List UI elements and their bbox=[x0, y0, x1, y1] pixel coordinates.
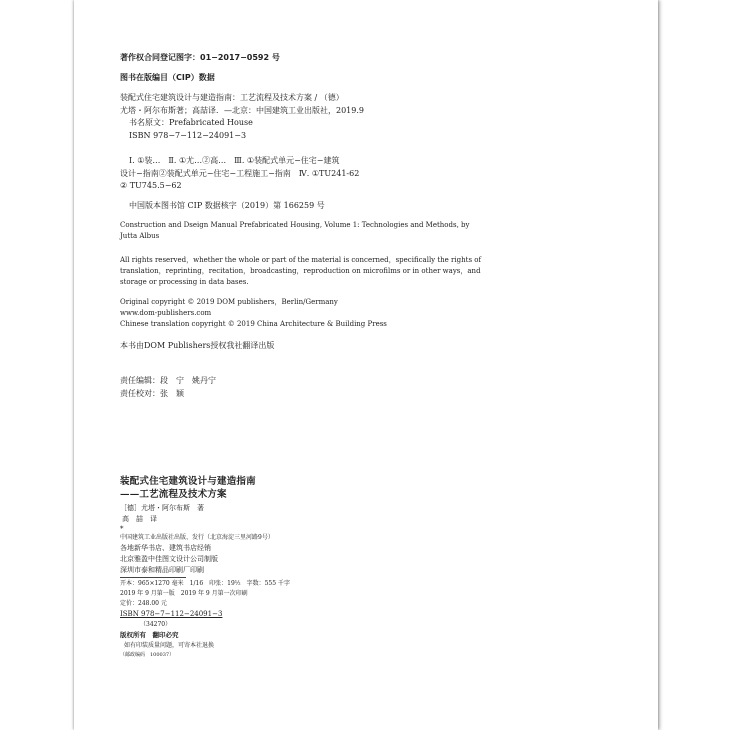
copyright-page bbox=[74, 0, 658, 730]
printer-line: 深圳市泰和精品印刷厂印刷 bbox=[120, 566, 204, 574]
cip-line: ISBN 978−7−112−24091−3 bbox=[129, 130, 247, 140]
distributor-line: 各地新华书店、建筑书店经销 bbox=[120, 544, 211, 552]
cip-heading: 图书在版编目（CIP）数据 bbox=[120, 72, 215, 82]
colophon-block bbox=[120, 475, 640, 660]
rights-line: All rights reserved，whether the whole or part of the material is concerned，specifically the rights of bbox=[120, 256, 482, 264]
typesetter-line: 北京雅盈中佳图文设计公司制版 bbox=[120, 555, 218, 563]
rights-reserved-cn: 版权所有 翻印必究 bbox=[120, 631, 179, 639]
book-author: ［德］尤塔・阿尔布斯 著 bbox=[120, 504, 204, 512]
cip-line: 装配式住宅建筑设计与建造指南：工艺流程及技术方案 / （德） bbox=[120, 93, 344, 102]
english-title-line: Jutta Albus bbox=[120, 232, 160, 240]
book-code: （34270） bbox=[140, 621, 172, 628]
cip-class-line: ② TU745.5−62 bbox=[120, 181, 182, 190]
rights-line: translation，reprinting，recitation，broadcasting，reproduction on microfilms or in other ways，and bbox=[120, 267, 481, 275]
cip-class-line: 设计−指南②装配式单元−住宅−工程施工−指南 Ⅳ. ①TU241-62 bbox=[120, 168, 360, 178]
separator-star: * bbox=[120, 525, 124, 533]
rights-line: storage or processing in data bases. bbox=[120, 278, 249, 286]
original-copyright bbox=[120, 297, 640, 330]
cip-core-number: 中国版本图书馆 CIP 数据核字（2019）第 166259 号 bbox=[129, 200, 325, 210]
divider-rule bbox=[120, 577, 186, 578]
cip-block bbox=[120, 92, 640, 212]
english-block bbox=[120, 220, 640, 330]
cip-line: 尤塔・阿尔布斯著；高喆译．—北京：中国建筑工业出版社，2019.9 bbox=[120, 105, 364, 115]
quality-note: 如有印装质量问题，可寄本社退换 bbox=[124, 642, 215, 649]
postal-code: （邮政编码 100037） bbox=[120, 652, 175, 658]
price: 定价：248.00 元 bbox=[120, 600, 167, 607]
english-title-line: Construction and Dseign Manual Prefabricated Housing, Volume 1: Technologies and Methods, by bbox=[120, 221, 470, 229]
cip-line: 书名原文：Prefabricated House bbox=[129, 118, 253, 127]
publisher-line: 中国建筑工业出版社出版、发行（北京海淀三里河路9号） bbox=[120, 534, 274, 541]
isbn: ISBN 978−7−112−24091−3 bbox=[120, 610, 223, 618]
editors-block bbox=[120, 375, 640, 400]
copyright-url: www.dom-publishers.com bbox=[120, 309, 212, 317]
rights-paragraph bbox=[120, 255, 640, 288]
responsible-editor: 责任编辑：段 宁 姚丹宁 bbox=[120, 376, 216, 385]
responsible-proofreader: 责任校对：张 颖 bbox=[120, 388, 184, 398]
authorization-text: 本书由DOM Publishers授权我社翻译出版 bbox=[120, 341, 275, 350]
cip-class-line: Ⅰ. ①装… Ⅱ. ①尤…②高… Ⅲ. ①装配式单元−住宅−建筑 bbox=[129, 156, 340, 165]
copyright-header bbox=[120, 52, 640, 84]
format-spec: 开本：965×1270 毫米 1/16 印张：19½ 字数：555 千字 bbox=[120, 580, 290, 587]
copyright-line: Original copyright © 2019 DOM publishers，Berlin/Germany bbox=[120, 298, 338, 306]
book-translator: 高 喆 译 bbox=[122, 515, 157, 523]
copyright-line: Chinese translation copyright © 2019 China Architecture & Building Press bbox=[120, 320, 387, 328]
book-subtitle: ——工艺流程及技术方案 bbox=[120, 489, 227, 500]
authorization-note bbox=[120, 340, 640, 353]
book-title: 装配式住宅建筑设计与建造指南 bbox=[120, 476, 256, 487]
edition-info: 2019 年 9 月第一版 2019 年 9 月第一次印刷 bbox=[120, 590, 248, 597]
copyright-registration: 著作权合同登记图字：01−2017−0592 号 bbox=[120, 53, 280, 62]
